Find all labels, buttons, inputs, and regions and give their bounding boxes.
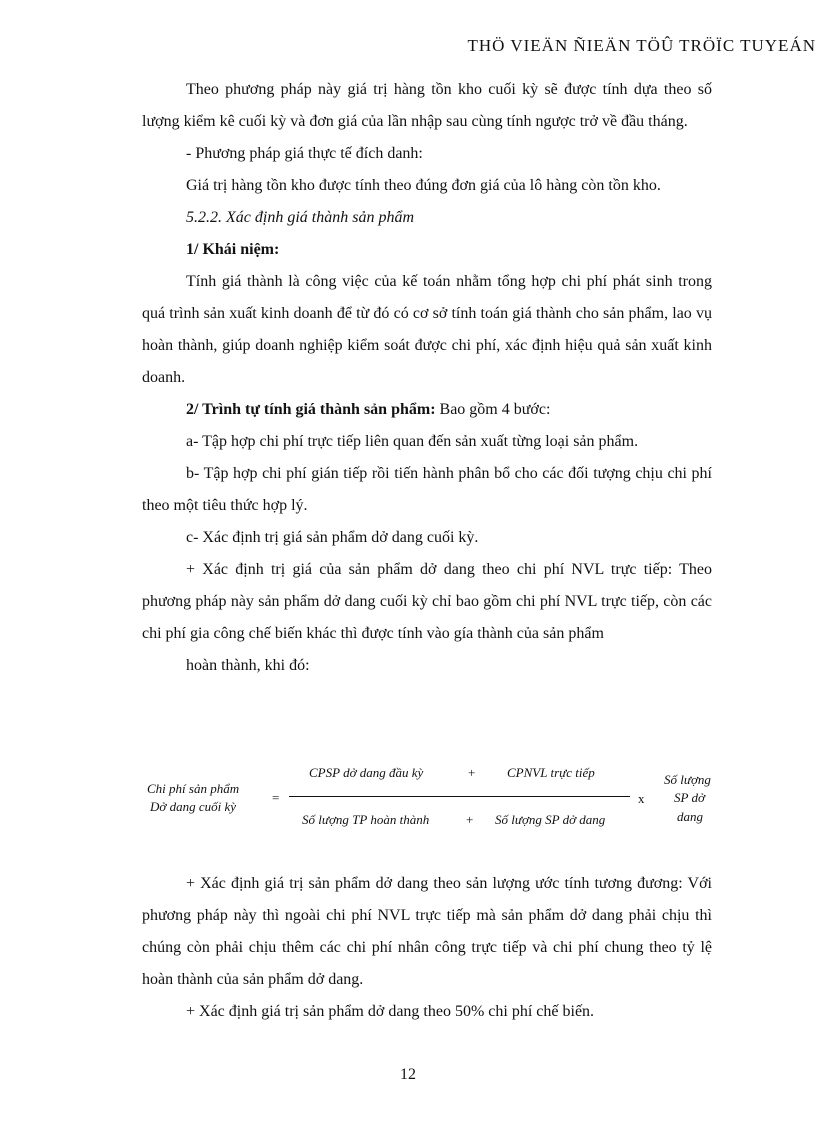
paragraph: a- Tập hợp chi phí trực tiếp liên quan đến sản xuất từng loại sản phẩm.	[186, 433, 639, 450]
formula-numerator-plus: +	[468, 765, 476, 780]
formula-rhs-line1: Số lượng	[664, 772, 711, 787]
document-body-continued	[142, 868, 712, 1028]
paragraph: + Xác định giá trị sản phẩm dở dang theo 50% chi phí chế biến.	[186, 1003, 595, 1020]
paragraph: hoàn thành, khi đó:	[186, 657, 310, 674]
formula-lhs-line2: Dở dang cuối kỳ	[150, 799, 236, 814]
formula-rhs-line2: SP dở	[674, 790, 705, 805]
section-heading: 5.2.2. Xác định giá thành sản phẩm	[186, 209, 414, 226]
formula-denominator-a: Số lượng TP hoàn thành	[302, 812, 430, 827]
paragraph: Theo phương pháp này giá trị hàng tồn kho cuối kỳ sẽ được tính dựa theo số lượng kiểm kê cuối kỳ và đơn giá của lần nhập sau cùng tính ngược trở về đầu tháng.	[142, 81, 712, 130]
paragraph: Giá trị hàng tồn kho được tính theo đúng đơn giá của lô hàng còn tồn kho.	[186, 177, 661, 194]
formula-equals: =	[272, 790, 280, 805]
subheading: 1/ Khái niệm:	[186, 241, 280, 258]
formula-denominator-b: Số lượng SP dở dang	[495, 812, 606, 827]
paragraph: + Xác định giá trị sản phẩm dở dang theo sản lượng ước tính tương đương: Với phương pháp này thì ngoài chi phí NVL trực tiếp mà sản phẩm dở dang phải chịu thì chúng còn phải chịu thêm các chi phí nhân công trực tiếp và chi phí chung theo tỷ lệ hoàn thành của sản phẩm dở dang.	[142, 875, 712, 988]
header-site-title: THÖ VIEÄN ÑIEÄN TÖÛ TRÖÏC TUYEÁN	[467, 36, 816, 55]
formula-denominator-plus: +	[466, 812, 474, 827]
paragraph: b- Tập hợp chi phí gián tiếp rồi tiến hành phân bổ cho các đối tượng chịu chi phí theo một tiêu thức hợp lý.	[142, 465, 712, 514]
subheading: 2/ Trình tự tính giá thành sản phẩm:	[186, 401, 436, 418]
paragraph: c- Xác định trị giá sản phẩm dở dang cuối kỳ.	[186, 529, 479, 546]
formula-numerator-a: CPSP dở dang đầu kỳ	[309, 765, 424, 780]
formula-lhs-line1: Chi phí sản phẩm	[147, 781, 240, 796]
formula	[0, 755, 816, 845]
subheading-rest: Bao gồm 4 bước:	[435, 401, 551, 418]
steps-intro	[142, 394, 712, 426]
formula-times: x	[638, 791, 645, 806]
paragraph: - Phương pháp giá thực tế đích danh:	[186, 145, 423, 162]
page-number: 12	[400, 1066, 416, 1083]
fraction-bar	[289, 796, 630, 797]
formula-numerator-b: CPNVL trực tiếp	[507, 765, 595, 780]
paragraph: + Xác định trị giá của sản phẩm dở dang theo chi phí NVL trực tiếp: Theo phương pháp này sản phẩm dở dang cuối kỳ chỉ bao gồm chi phí NVL trực tiếp, còn các chi phí gia công chế biến khác thì được tính vào gía thành của sản phẩm	[142, 561, 712, 642]
document-body	[142, 74, 712, 682]
formula-rhs-line3: dang	[677, 809, 703, 824]
paragraph: Tính giá thành là công việc của kế toán nhằm tổng hợp chi phí phát sinh trong quá trình sản xuất kinh doanh để từ đó có cơ sở tính toán giá thành cho sản phẩm, lao vụ hoàn thành, giúp doanh nghiệp kiểm soát được chi phí, xác định hiệu quả sản xuất kinh doanh.	[142, 273, 712, 386]
